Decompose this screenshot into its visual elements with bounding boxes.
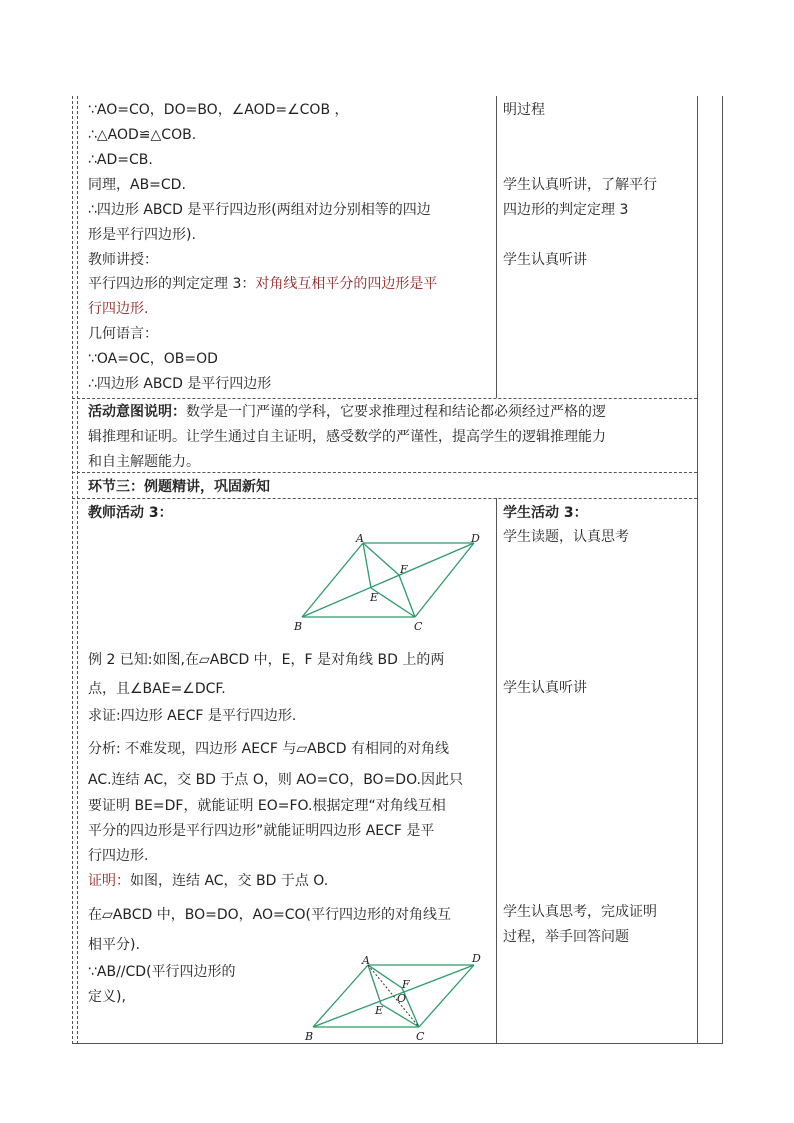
label-d: D [471, 532, 480, 545]
student-note: 学生认真思考，完成证明 [503, 904, 657, 920]
proof-line: 形是平行四边形). [88, 227, 196, 243]
table-right-border [722, 96, 723, 1044]
row-divider-1 [72, 398, 697, 399]
table-bottom-border [72, 1043, 723, 1044]
edge-ba [313, 965, 368, 1027]
label-f: F [402, 978, 410, 991]
intent-label: 活动意图说明： [88, 404, 186, 420]
parallelogram-figure-2 [300, 950, 490, 1042]
intent-text: 数学是一门严谨的学科，它要求推理过程和结论都必须经过严格的逻 [186, 404, 606, 420]
intent-line [88, 400, 606, 425]
section-header: 环节三：例题精讲，巩固新知 [88, 479, 270, 495]
teacher-lecture-label: 教师讲授： [88, 252, 158, 268]
analysis-line: 分析: 不难发现，四边形 AECF 与▱ABCD 有相同的对角线 [88, 741, 450, 757]
student-note: 过程，举手回答问题 [503, 929, 629, 945]
table-left-border [72, 96, 73, 1044]
student-activity-title: 学生活动 3： [503, 505, 588, 521]
label-c: C [414, 620, 423, 633]
parallelogram-figure-1 [290, 528, 490, 634]
proof-label: 证明： [88, 873, 130, 889]
student-note: 学生认真听讲，了解平行 [503, 177, 657, 193]
segment-ae [368, 965, 381, 1004]
edge-ba [302, 543, 363, 617]
proof-line: ∵AB//CD(平行四边形的 [88, 964, 236, 980]
proof-line: ∴AD=CB. [88, 152, 153, 168]
label-o: O [397, 992, 407, 1005]
diagonal-bd [302, 543, 474, 617]
proof-line: ∴四边形 ABCD 是平行四边形 [88, 376, 272, 392]
label-f: F [400, 563, 408, 576]
proof-line: 在▱ABCD 中，BO=DO，AO=CO(平行四边形的对角线互 [88, 907, 451, 923]
proof-line: 定义), [88, 989, 126, 1005]
segment-af [368, 965, 402, 988]
col-divider-bottom [496, 498, 497, 1044]
intent-line: 辑推理和证明。让学生通过自主证明，感受数学的严谨性，提高学生的逻辑推理能力 [88, 429, 606, 445]
label-a: A [362, 954, 370, 967]
proof-start [88, 869, 328, 894]
proof-line: ∴△AOD≌△COB. [88, 127, 197, 143]
student-note: 学生认真听讲 [503, 680, 587, 696]
edge-dc [419, 965, 474, 1027]
proof-line: ∴四边形 ABCD 是平行四边形(两组对边分别相等的四边 [88, 202, 431, 218]
table-left-inner-border [77, 96, 78, 1044]
diagonal-ac-dashed [368, 965, 419, 1027]
student-note: 四边形的判定定理 3 [503, 202, 629, 218]
student-note: 学生认真听讲 [503, 252, 587, 268]
analysis-line: 平分的四边形是平行四边形”就能证明四边形 AECF 是平 [88, 823, 435, 839]
analysis-line: 要证明 BE=DF，就能证明 EO=FO.根据定理“对角线互相 [88, 798, 446, 814]
theorem-prefix: 平行四边形的判定定理 3： [88, 276, 256, 292]
label-e: E [370, 591, 379, 604]
segment-fc [399, 575, 415, 617]
label-e: E [375, 1004, 384, 1017]
proof-line: 相平分). [88, 937, 140, 953]
label-c: C [416, 1030, 425, 1042]
student-note: 明过程 [503, 102, 545, 118]
example-line: 例 2 已知:如图,在▱ABCD 中，E，F 是对角线 BD 上的两 [88, 652, 445, 668]
analysis-line: 行四边形. [88, 848, 149, 864]
col-divider-top [496, 96, 497, 398]
example-line: 求证:四边形 AECF 是平行四边形. [88, 708, 297, 724]
analysis-line: AC.连结 AC，交 BD 于点 O，则 AO=CO，BO=DO.因此只 [88, 772, 463, 788]
notes-col-border [697, 96, 698, 1044]
label-d: D [472, 952, 481, 965]
proof-line: 同理，AB=CD. [88, 177, 186, 193]
proof-text: 如图，连结 AC，交 BD 于点 O. [130, 873, 329, 889]
theorem-line [88, 272, 437, 297]
label-b: B [305, 1030, 314, 1042]
proof-line: ∵OA=OC，OB=OD [88, 351, 218, 367]
example-line: 点，且∠BAE=∠DCF. [88, 681, 226, 697]
geometry-language-label: 几何语言： [88, 326, 158, 342]
theorem-statement-cont: 行四边形. [88, 301, 149, 317]
teacher-activity-title: 教师活动 3： [88, 505, 173, 521]
proof-line: ∵AO=CO，DO=BO，∠AOD=∠COB ， [88, 102, 349, 118]
theorem-statement: 对角线互相平分的四边形是平 [255, 276, 438, 292]
intent-line: 和自主解题能力。 [88, 454, 200, 470]
label-a: A [356, 532, 364, 545]
label-b: B [294, 620, 303, 633]
student-note: 学生读题，认真思考 [503, 529, 629, 545]
edge-dc [415, 543, 474, 617]
